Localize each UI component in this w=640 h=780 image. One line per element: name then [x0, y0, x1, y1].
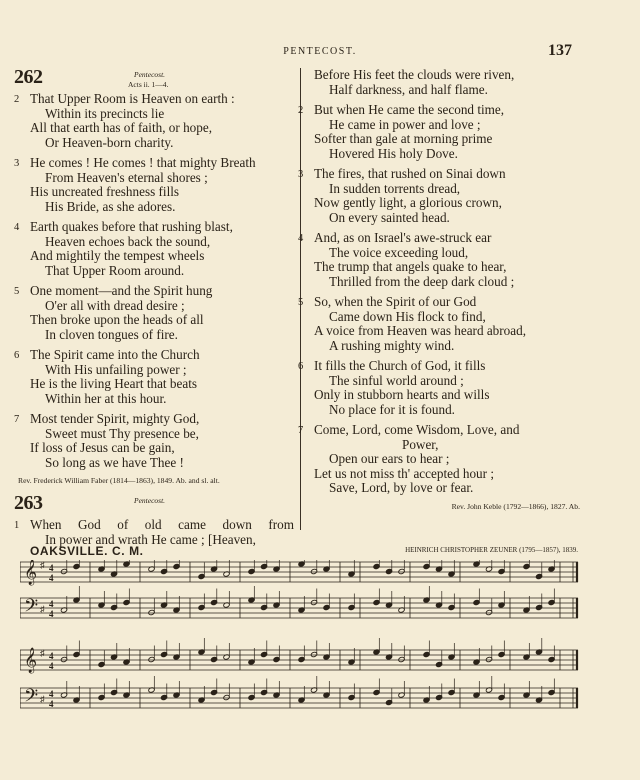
- verse-line: [298, 374, 580, 389]
- verse-line: [298, 467, 580, 482]
- time-signature: 4: [49, 599, 54, 609]
- hymn-number: 263: [14, 492, 43, 514]
- bass-clef-icon: 𝄢: [24, 686, 39, 711]
- verse-line: [14, 121, 296, 136]
- verse-text: One moment—and the Spirit hung: [30, 283, 213, 298]
- left-column: [14, 66, 296, 553]
- treble-clef-icon: 𝄞: [24, 560, 38, 585]
- verse-line: [298, 388, 580, 403]
- verse-line: [298, 403, 580, 418]
- stanza: [298, 295, 580, 353]
- verse-line: [298, 310, 580, 325]
- time-signature: 4: [49, 609, 54, 619]
- time-signature: 4: [49, 689, 54, 699]
- verse-line: [14, 107, 296, 122]
- verse-text: On every sainted head.: [329, 209, 450, 225]
- verse-text: Within her at this hour.: [45, 390, 167, 406]
- verse-text: Let us not miss th' accepted hour ;: [314, 465, 495, 481]
- right-column: [298, 68, 580, 512]
- hymn-occasion: Pentecost.: [134, 70, 166, 79]
- verse-text: That Upper Room is Heaven on earth :: [30, 91, 235, 106]
- verse-text: Sweet must Thy presence be,: [45, 425, 199, 441]
- verse-text: No place for it is found.: [329, 401, 455, 417]
- verse-line: [14, 377, 296, 392]
- stanza: [298, 231, 580, 289]
- verse-line: [298, 196, 580, 211]
- verse-line: [298, 246, 580, 261]
- verse-text: So long as we have Thee !: [45, 454, 184, 470]
- scripture-reference: Acts ii. 1—4.: [128, 80, 169, 89]
- verse-line: [14, 392, 296, 407]
- verse-text: His uncreated freshness fills: [30, 184, 180, 199]
- verse-text: Then broke upon the heads of all: [30, 312, 204, 327]
- verse-text: Within its precincts lie: [45, 105, 165, 121]
- verse-line: [298, 295, 580, 310]
- verse-line: [14, 249, 296, 264]
- stanza: [298, 103, 580, 161]
- verse-number: 3: [298, 169, 304, 180]
- hymn-263-stanzas: [298, 103, 580, 496]
- time-signature: 4: [49, 699, 54, 709]
- verse-number: 4: [298, 233, 304, 244]
- hymn-263-header: [14, 492, 296, 518]
- verse-text: And mightily the tempest wheels: [30, 248, 205, 263]
- verse-line: [298, 260, 580, 275]
- verse-line: [14, 284, 296, 299]
- stanza: [298, 167, 580, 225]
- stanza: [14, 156, 296, 214]
- verse-text: The fires, that rushed on Sinai down: [314, 166, 506, 181]
- verse-line: [14, 313, 296, 328]
- verse-text: And, as on Israel's awe-struck ear: [314, 230, 492, 245]
- sharp-icon: ♯: [40, 560, 45, 570]
- sharp-icon: ♯: [40, 694, 45, 704]
- verse-line: [14, 171, 296, 186]
- verse-line: [298, 167, 580, 182]
- verse-text: Open our ears to hear ;: [329, 451, 450, 466]
- verse-text: The trump that angels quake to hear,: [314, 259, 507, 274]
- time-signature: 4: [49, 661, 54, 671]
- verse-line: [298, 275, 580, 290]
- verse-text: Now gently light, a glorious crown,: [314, 195, 502, 210]
- verse-line: [298, 481, 580, 496]
- verse-text: Came down His flock to find,: [329, 308, 486, 324]
- verse-line: [298, 423, 580, 438]
- verse-number: 7: [14, 414, 20, 425]
- time-signature: 4: [49, 573, 54, 583]
- verse-number: 6: [14, 350, 20, 361]
- verse-text: With His unfailing power ;: [45, 361, 187, 377]
- verse-text: He is the living Heart that beats: [30, 376, 197, 391]
- verse-line: [298, 68, 580, 83]
- stanza: [14, 220, 296, 278]
- verse-text: Before His feet the clouds were riven,: [314, 67, 515, 82]
- verse-number: 6: [298, 361, 304, 372]
- treble-clef-icon: 𝄞: [24, 648, 38, 673]
- verse-text: Power,: [402, 436, 439, 452]
- verse-text: In power and wrath He came ; [Heaven,: [45, 531, 256, 547]
- verse-line: [14, 200, 296, 215]
- verse-line: [14, 264, 296, 279]
- verse-text: When God of old came down from: [30, 517, 294, 532]
- verse-line: [298, 182, 580, 197]
- verse-text: Earth quakes before that rushing blast,: [30, 219, 233, 234]
- verse-line: [14, 220, 296, 235]
- verse-text: Only in stubborn hearts and wills: [314, 387, 490, 402]
- sharp-icon: ♯: [40, 648, 45, 658]
- time-signature: 4: [49, 563, 54, 573]
- verse-number: 5: [14, 286, 20, 297]
- hymn-263-attribution: Rev. John Keble (1792—1866), 1827. Ab.: [451, 501, 580, 511]
- tune-name: OAKSVILLE. C. M.: [30, 544, 144, 558]
- verse-text: All that earth has of faith, or hope,: [30, 120, 213, 135]
- verse-text: If loss of Jesus can be gain,: [30, 440, 175, 455]
- page-number: 137: [548, 42, 572, 59]
- verse-line: [14, 412, 296, 427]
- verse-line: [298, 118, 580, 133]
- verse-text: Softer than gale at morning prime: [314, 131, 493, 146]
- verse-line: [298, 83, 580, 98]
- stanza: [14, 348, 296, 406]
- verse-text: Save, Lord, by love or fear.: [329, 480, 474, 495]
- verse-line: [14, 348, 296, 363]
- verse-number: 2: [14, 94, 20, 105]
- verse-line: [298, 339, 580, 354]
- verse-line: [298, 359, 580, 374]
- verse-text: Hovered His holy Dove.: [329, 145, 458, 161]
- stanza: [298, 423, 580, 496]
- verse-line: [298, 103, 580, 118]
- verse-number: 7: [298, 425, 304, 436]
- verse-line: [14, 363, 296, 378]
- verse-line: [14, 441, 296, 456]
- verse-line: [14, 235, 296, 250]
- verse-number: 4: [14, 222, 20, 233]
- verse-text: That Upper Room around.: [45, 262, 185, 278]
- hymn-262-stanzas: [14, 92, 296, 470]
- verse-text: He came in power and love ;: [329, 116, 481, 132]
- music-score: [20, 560, 580, 720]
- stanza: [298, 359, 580, 417]
- verse-text: So, when the Spirit of our God: [314, 294, 477, 309]
- hymn-263: [14, 492, 296, 547]
- verse-line: [14, 427, 296, 442]
- verse-line: [14, 518, 296, 533]
- verse-number: 5: [298, 297, 304, 308]
- verse-text: But when He came the second time,: [314, 102, 505, 117]
- verse-line: [298, 452, 580, 467]
- stanza: [14, 518, 296, 547]
- verse-line: [14, 328, 296, 343]
- verse-text: In sudden torrents dread,: [329, 180, 461, 196]
- verse-text: The voice exceeding loud,: [329, 244, 469, 260]
- tune-header: [30, 544, 578, 558]
- verse-line: [298, 231, 580, 246]
- stanza-continuation: [298, 68, 580, 97]
- verse-number: 2: [298, 105, 304, 116]
- verse-text: His Bride, as she adores.: [45, 198, 176, 214]
- verse-text: The sinful world around ;: [329, 372, 464, 388]
- verse-line: [298, 438, 580, 453]
- verse-text: A rushing mighty wind.: [329, 337, 455, 353]
- hymn-262-attribution: Rev. Frederick William Faber (1814—1863), 1849. Ab. and sl. alt.: [18, 476, 220, 485]
- hymn-262-header: [14, 66, 296, 92]
- verse-text: He comes ! He comes ! that mighty Breath: [30, 155, 256, 170]
- verse-line: [14, 156, 296, 171]
- stanza: [14, 412, 296, 470]
- running-title: PENTECOST.: [283, 46, 357, 57]
- stanza: [14, 92, 296, 150]
- verse-text: Come, Lord, come Wisdom, Love, and: [314, 422, 520, 437]
- verse-line: [14, 299, 296, 314]
- verse-text: Thrilled from the deep dark cloud ;: [329, 273, 515, 289]
- verse-line: [298, 132, 580, 147]
- verse-line: [298, 147, 580, 162]
- verse-line: [298, 324, 580, 339]
- verse-number: 3: [14, 158, 20, 169]
- verse-text: Heaven echoes back the sound,: [45, 233, 211, 249]
- verse-number: 1: [14, 520, 20, 531]
- stanza: [14, 284, 296, 342]
- verse-line: [14, 92, 296, 107]
- tune-composer: HEINRICH CHRISTOPHER ZEUNER (1795—1857), 1839.: [405, 546, 578, 554]
- verse-text: From Heaven's eternal shores ;: [45, 169, 208, 185]
- sharp-icon: ♯: [40, 604, 45, 614]
- verse-text: The Spirit came into the Church: [30, 347, 200, 362]
- hymn-number: 262: [14, 66, 43, 88]
- time-signature: 4: [49, 651, 54, 661]
- verse-text: O'er all with dread desire ;: [45, 297, 185, 313]
- hymn-occasion: Pentecost.: [134, 496, 166, 505]
- verse-text: A voice from Heaven was heard abroad,: [314, 323, 527, 338]
- verse-line: [14, 185, 296, 200]
- verse-text: Most tender Spirit, mighty God,: [30, 411, 200, 426]
- verse-text: Half darkness, and half flame.: [329, 81, 488, 97]
- verse-line: [298, 211, 580, 226]
- verse-text: In cloven tongues of fire.: [45, 326, 178, 342]
- verse-text: Or Heaven-born charity.: [45, 134, 174, 150]
- verse-line: [14, 456, 296, 471]
- verse-text: It fills the Church of God, it fills: [314, 358, 486, 373]
- verse-line: [14, 136, 296, 151]
- bass-clef-icon: 𝄢: [24, 596, 39, 621]
